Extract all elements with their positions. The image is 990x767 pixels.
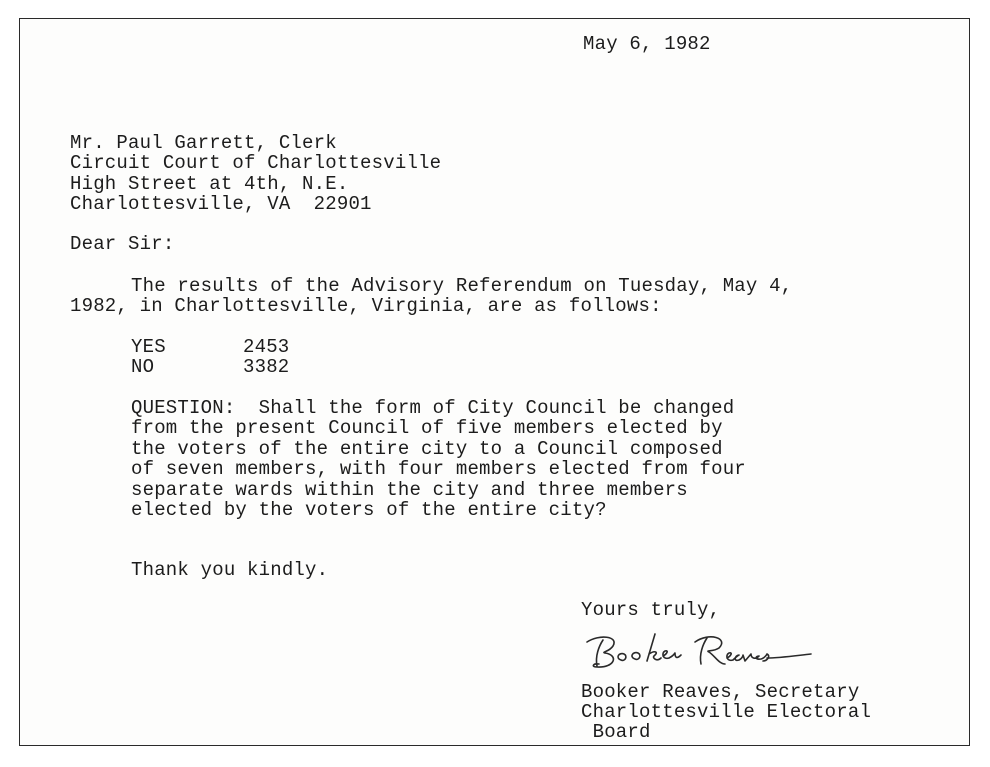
signer-organization-cont: Board (581, 721, 651, 743)
question-line-5: separate wards within the city and three members (131, 479, 688, 501)
result-no-label: NO (131, 356, 155, 378)
recipient-court: Circuit Court of Charlottesville (70, 152, 442, 174)
question-line-2: from the present Council of five members elected by (131, 417, 723, 439)
signer-organization: Charlottesville Electoral (581, 701, 872, 723)
question-line-4: of seven members, with four members elected from four (131, 458, 746, 480)
recipient-street: High Street at 4th, N.E. (70, 173, 349, 195)
letter-date: May 6, 1982 (583, 33, 711, 55)
salutation: Dear Sir: (70, 233, 175, 255)
handwritten-signature (575, 628, 835, 676)
result-yes-label: YES (131, 336, 166, 358)
result-yes-count: 2453 (243, 336, 290, 358)
question-line-1: QUESTION: Shall the form of City Council be changed (131, 397, 735, 419)
question-line-3: the voters of the entire city to a Council composed (131, 438, 723, 460)
thanks-line: Thank you kindly. (131, 559, 329, 581)
question-line-6: elected by the voters of the entire city? (131, 499, 607, 521)
closing-line: Yours truly, (581, 599, 721, 621)
signer-name-title: Booker Reaves, Secretary (581, 681, 860, 703)
intro-line-2: 1982, in Charlottesville, Virginia, are as follows: (70, 295, 662, 317)
recipient-name: Mr. Paul Garrett, Clerk (70, 132, 337, 154)
result-no-count: 3382 (243, 356, 290, 378)
intro-line-1: The results of the Advisory Referendum on Tuesday, May 4, (131, 275, 793, 297)
recipient-city: Charlottesville, VA 22901 (70, 193, 372, 215)
